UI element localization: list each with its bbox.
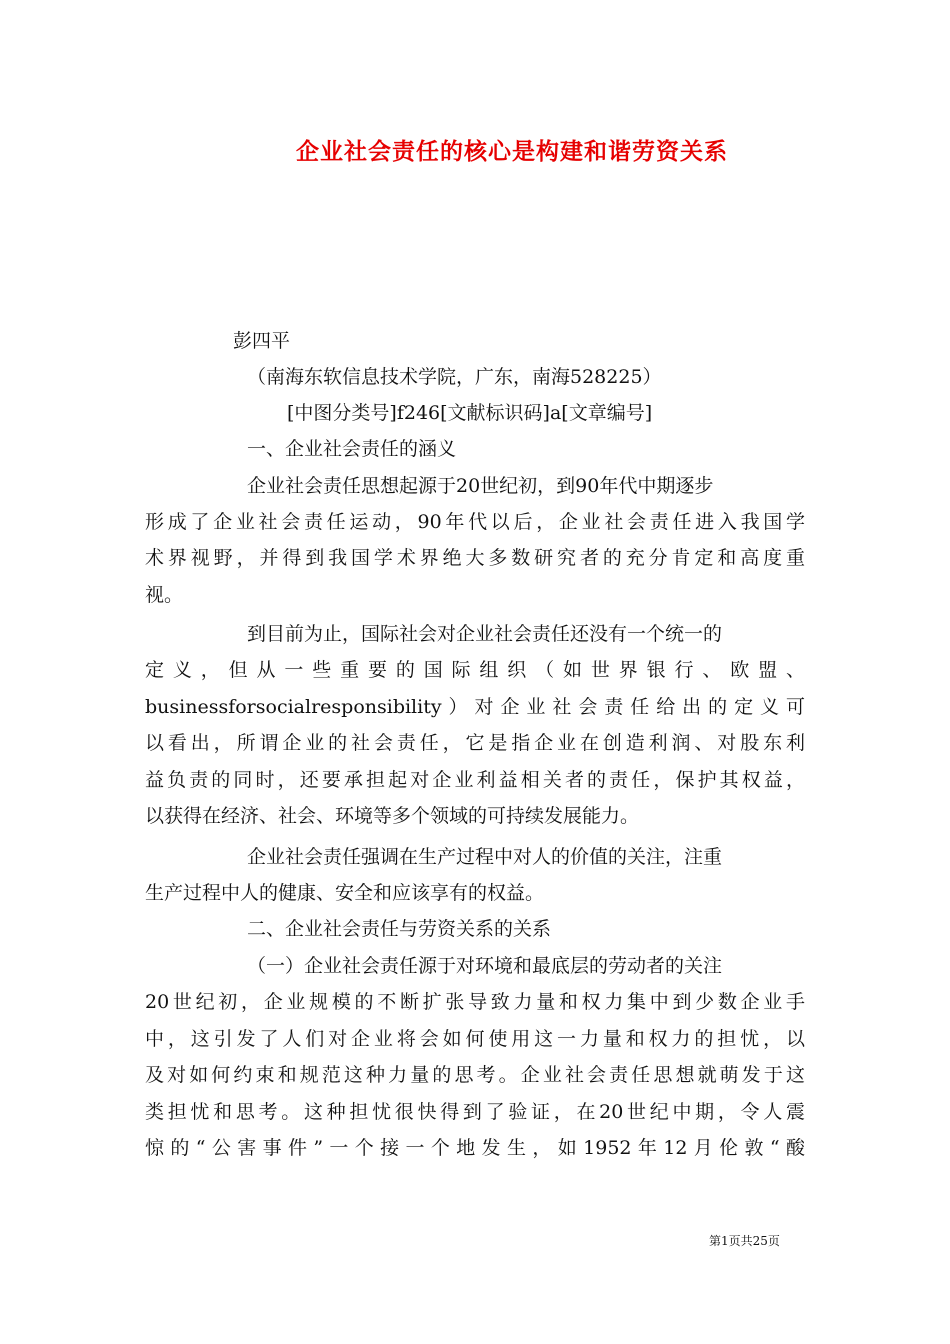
section-heading: 二、企业社会责任与劳资关系的关系 (247, 918, 552, 940)
paragraph-line: businessforsocialresponsibility）对企业社会责任给出的定义可 (145, 696, 805, 718)
paragraph-line: 类担忧和思考。这种担忧很快得到了验证，在20世纪中期，令人震 (145, 1101, 805, 1123)
paragraph-line: 到目前为止，国际社会对企业社会责任还没有一个统一的 (247, 623, 723, 645)
paragraph-line: 生产过程中人的健康、安全和应该享有的权益。 (145, 882, 545, 904)
document-title: 企业社会责任的核心是构建和谐劳资关系 (296, 138, 728, 165)
page-number: 第1页共25页 (709, 1234, 780, 1248)
paragraph-line: 益负责的同时，还要承担起对企业利益相关者的责任，保护其权益， (145, 769, 805, 791)
paragraph-line: 以看出，所谓企业的社会责任，它是指企业在创造利润、对股东利 (145, 732, 805, 754)
paragraph-line: 及对如何约束和规范这种力量的思考。企业社会责任思想就萌发于这 (145, 1064, 805, 1086)
classification-line: [中图分类号]f246[文献标识码]a[文章编号] (287, 402, 653, 424)
paragraph-line: 惊的“公害事件”一个接一个地发生，如1952年12月伦敦“酸 (145, 1137, 805, 1159)
subsection-heading: （一）企业社会责任源于对环境和最底层的劳动者的关注 (247, 955, 723, 977)
paragraph-line: 以获得在经济、社会、环境等多个领域的可持续发展能力。 (145, 805, 640, 827)
paragraph-line: 形成了企业社会责任运动，90年代以后，企业社会责任进入我国学 (145, 511, 805, 533)
paragraph-line: 企业社会责任思想起源于20世纪初，到90年代中期逐步 (247, 475, 714, 497)
paragraph-line: 企业社会责任强调在生产过程中对人的价值的关注，注重 (247, 846, 723, 868)
paragraph-line: 术界视野，并得到我国学术界绝大多数研究者的充分肯定和高度重 (145, 547, 805, 569)
paragraph-line: 定义，但从一些重要的国际组织（如世界银行、欧盟、 (145, 659, 805, 681)
affiliation: （南海东软信息技术学院，广东，南海528225） (247, 366, 662, 388)
paragraph-line: 20世纪初，企业规模的不断扩张导致力量和权力集中到少数企业手 (145, 991, 805, 1013)
section-heading: 一、企业社会责任的涵义 (247, 438, 457, 460)
paragraph-line: 中，这引发了人们对企业将会如何使用这一力量和权力的担忧，以 (145, 1028, 805, 1050)
paragraph-line: 视。 (145, 584, 184, 606)
author: 彭四平 (233, 330, 291, 352)
